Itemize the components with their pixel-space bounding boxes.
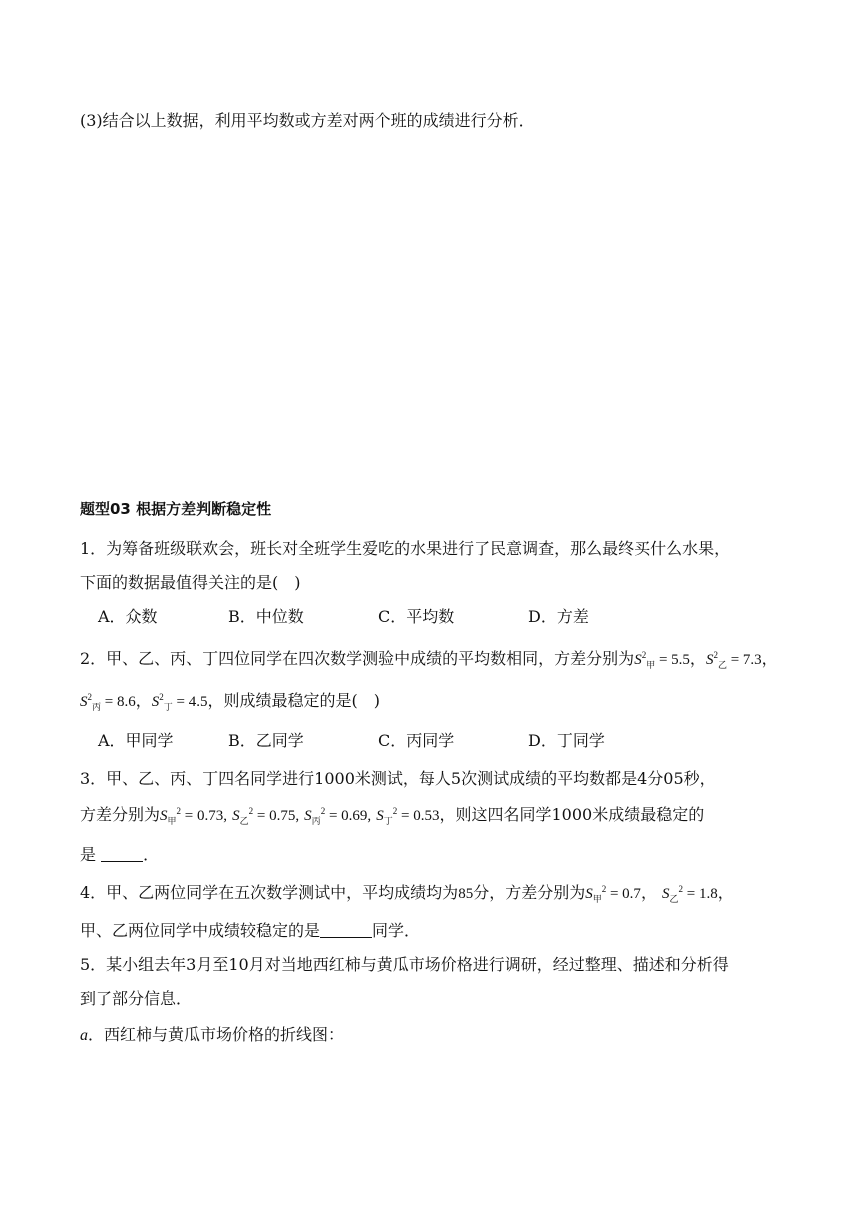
q3-var-ding: $S_丁^2 = 0.53$ — [376, 806, 440, 826]
q3-line1: 3．甲、乙、丙、丁四名同学进行1000米测试，每人5次测试成绩的平均数都是4分05秒， — [80, 769, 716, 788]
q4-answer-blank[interactable] — [320, 923, 372, 938]
q4-line2-end: 同学． — [372, 921, 421, 940]
q3-is: 是 — [80, 845, 97, 864]
q1-option-d[interactable]: D．方差 — [528, 607, 589, 626]
q3-var-yi: $S_乙^2 = 0.75$, — [232, 806, 300, 826]
q5-a-text: ．西红柿与黄瓜市场价格的折线图： — [88, 1025, 345, 1044]
q1-option-a[interactable]: A．众数 — [98, 607, 158, 626]
question-part3: (3)结合以上数据，利用平均数或方差对两个班的成绩进行分析． — [80, 111, 535, 130]
q2-var-bing: $S^2_丙 = 8.6$ — [80, 692, 136, 712]
q3-suffix: ，则这四名同学1000米成绩最稳定的 — [439, 805, 705, 824]
q2-option-a[interactable]: A．甲同学 — [98, 731, 174, 750]
section-title: 题型03 根据方差判断稳定性 — [80, 500, 272, 518]
q2-line2: $S^2_丙 = 8.6$，$S^2_丁 = 4.5$，则成绩最稳定的是( ) — [80, 691, 380, 712]
q2-text-end: ，则成绩最稳定的是( ) — [207, 691, 380, 710]
q5-a-label: a — [80, 1027, 88, 1044]
q5-a-line — [80, 1024, 344, 1047]
q1-options — [98, 606, 589, 628]
q2-option-d[interactable]: D．丁同学 — [528, 731, 605, 750]
q3-end: ． — [143, 845, 160, 864]
q2-line1: 2．甲、乙、丙、丁四位同学在四次数学测验中成绩的平均数相同，方差分别为$S^2_甲 = 5.5$，$S^2_乙 = 7.3$， — [80, 649, 778, 670]
q3-var-bing: $S_丙^2 = 0.69$, — [304, 806, 372, 826]
q4-line1-start: 4．甲、乙两位同学在五次数学测试中，平均成绩均为 — [80, 883, 459, 902]
q1-option-c[interactable]: C．平均数 — [378, 607, 455, 626]
q4-var-yi: $S_乙^2 = 1.8$ — [662, 884, 718, 904]
q3-line3 — [80, 844, 159, 866]
q1-line1: 1．为筹备班级联欢会，班长对全班学生爱吃的水果进行了民意调查，那么最终买什么水果， — [80, 539, 731, 558]
q4-line2 — [80, 920, 420, 942]
q3-prefix: 方差分别为 — [80, 805, 161, 824]
q4-line2-start: 甲、乙两位同学中成绩较稳定的是 — [80, 921, 321, 940]
q4-var-jia: $S_甲^2 = 0.7$ — [585, 884, 641, 904]
q2-var-yi: $S^2_乙 = 7.3$ — [705, 650, 762, 670]
q4-line1-mid: 分，方差分别为 — [473, 883, 586, 902]
q5-line2: 到了部分信息． — [80, 989, 193, 1008]
q2-option-c[interactable]: C．丙同学 — [378, 731, 455, 750]
q3-line2 — [80, 804, 704, 827]
q1-option-b[interactable]: B．中位数 — [228, 607, 304, 626]
q2-option-b[interactable]: B．乙同学 — [228, 731, 304, 750]
q2-options — [98, 730, 605, 752]
q4-score: 85 — [458, 886, 474, 902]
q2-text-start: 2．甲、乙、丙、丁四位同学在四次数学测验中成绩的平均数相同，方差分别为 — [80, 649, 635, 668]
q5-line1: 5．某小组去年3月至10月对当地西红柿与黄瓜市场价格进行调研，经过整理、描述和分析得 — [80, 955, 729, 974]
q1-line2: 下面的数据最值得关注的是( ) — [80, 573, 301, 592]
q3-answer-blank[interactable] — [101, 847, 143, 862]
q2-var-ding: $S^2_丁 = 4.5$ — [151, 692, 208, 712]
q4-line1: 4．甲、乙两位同学在五次数学测试中，平均成绩均为85分，方差分别为$S_甲^2 = 0.7$， $S_乙^2 = 1.8$， — [80, 883, 734, 904]
q2-var-jia: $S^2_甲 = 5.5$ — [634, 650, 690, 670]
q3-var-jia: $S_甲^2 = 0.73$, — [160, 806, 227, 826]
